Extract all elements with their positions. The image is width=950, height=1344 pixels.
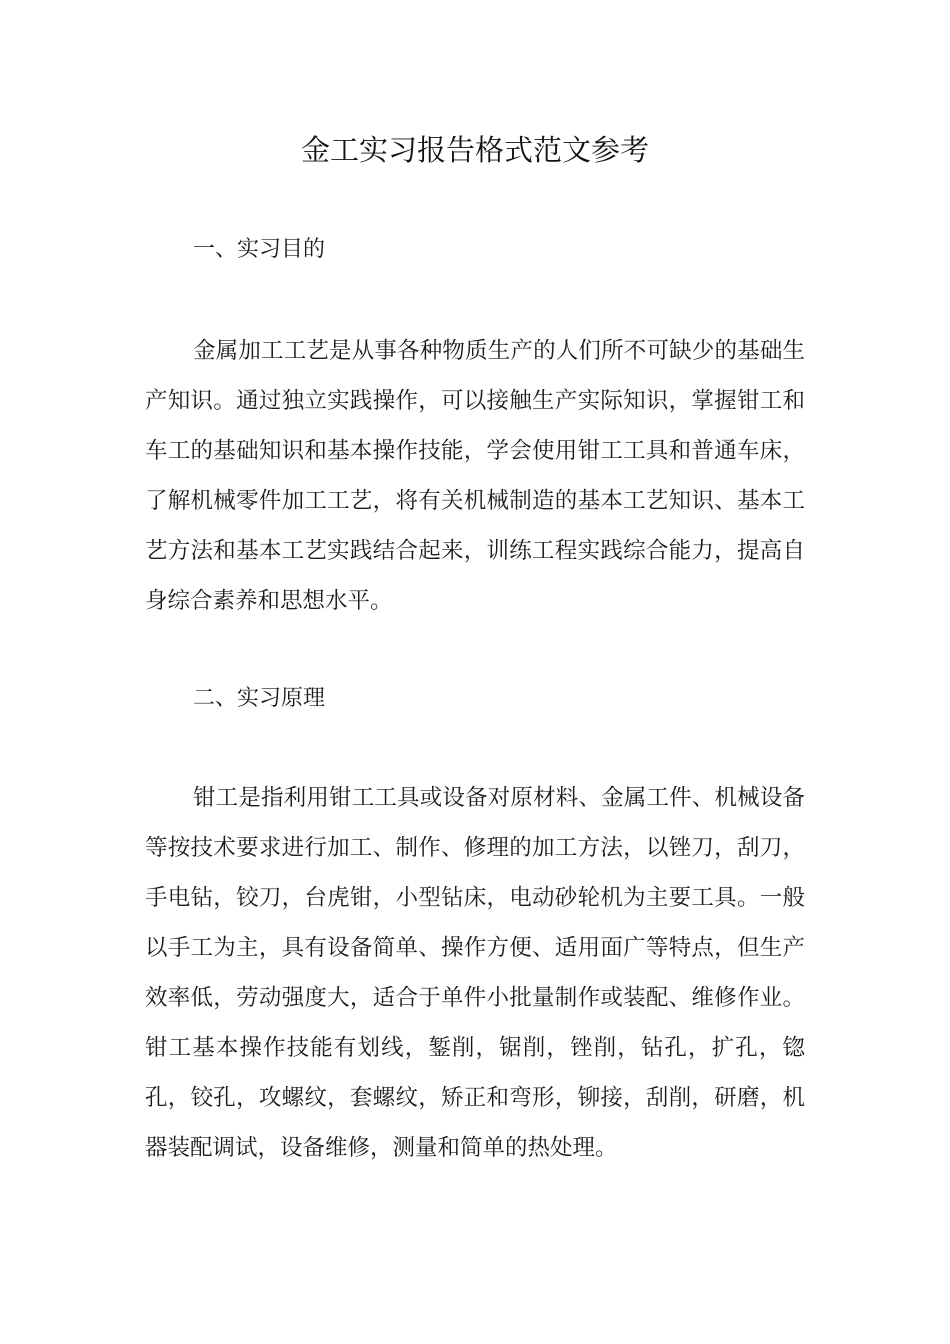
document-title: 金工实习报告格式范文参考	[300, 133, 649, 167]
section-heading-purpose: 一、实习目的	[193, 237, 326, 262]
section-paragraph-purpose: 金属加工工艺是从事各种物质生产的人们所不可缺少的基础生产知识。通过独立实践操作，可以接触生产实际知识，掌握钳工和车工的基础知识和基本操作技能，学会使用钳工工具和普通车床，了解机械零件加工工艺，将有关机械制造的基本工艺知识、基本工艺方法和基本工艺实践结合起来，训练工程实践综合能力，提高自身综合素养和思想水平。	[145, 338, 805, 614]
section-heading-principle: 二、实习原理	[193, 686, 326, 711]
section-paragraph-principle: 钳工是指利用钳工工具或设备对原材料、金属工件、机械设备等按技术要求进行加工、制作、修理的加工方法，以锉刀，刮刀，手电钻，铰刀，台虎钳，小型钻床，电动砂轮机为主要工具。一般以手工为主，具有设备简单、操作方便、适用面广等特点，但生产效率低，劳动强度大，适合于单件小批量制作或装配、维修作业。钳工基本操作技能有划线，錾削，锯削，锉削，钻孔，扩孔，锪孔，铰孔，攻螺纹，套螺纹，矫正和弯形，铆接，刮削，研磨，机器装配调试，设备维修，测量和简单的热处理。	[145, 785, 805, 1161]
